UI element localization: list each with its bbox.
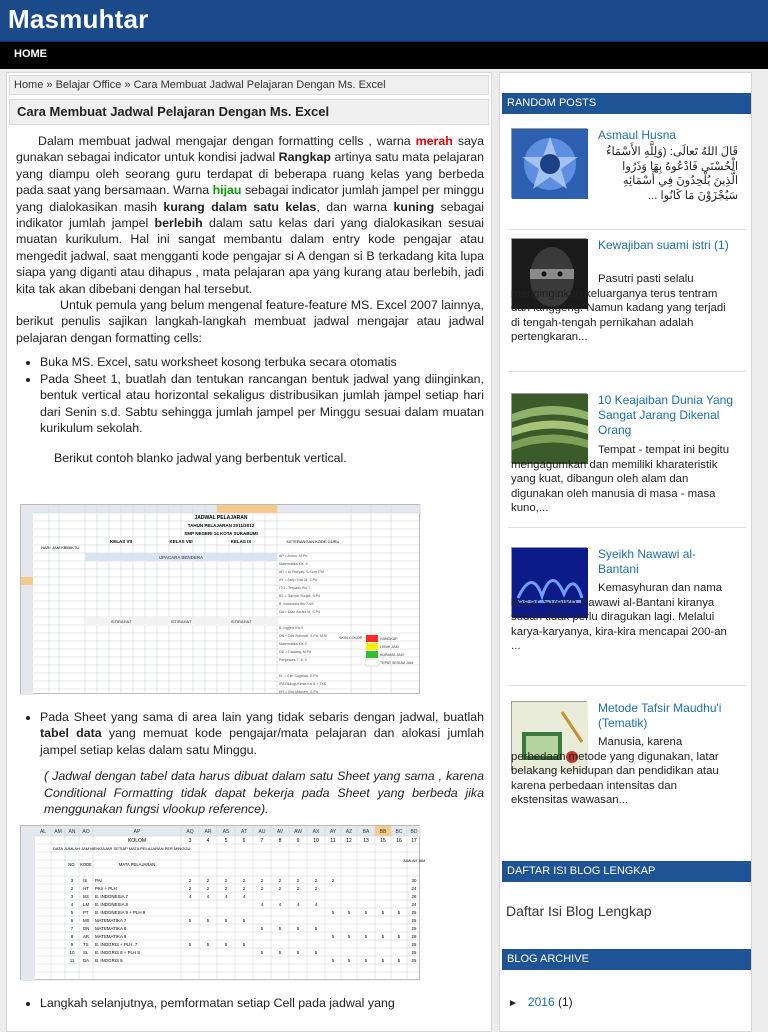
svg-text:24: 24 [411,886,417,891]
svg-text:2: 2 [260,886,264,891]
svg-text:PKn + PLH: PKn + PLH [95,886,117,891]
svg-text:B. INDONESIA 8: B. INDONESIA 8 [95,902,128,907]
svg-text:5: 5 [331,910,335,915]
svg-text:3: 3 [70,878,74,883]
data-table-graphic [21,826,426,981]
svg-text:5: 5 [278,950,282,955]
svg-text:2: 2 [224,878,228,883]
breadcrumb-category[interactable]: Belajar Office [55,79,122,91]
svg-text:11: 11 [69,958,75,963]
blog-archive-heading: BLOG ARCHIVE [502,949,751,970]
site-header [0,0,768,42]
expand-arrow-icon[interactable]: ► [508,998,518,1009]
text-run: , dan warna [316,199,394,214]
svg-text:4: 4 [314,902,318,907]
svg-text:2: 2 [260,878,264,883]
paragraph-note: ( Jadwal dengan tabel data harus dibuat dalam satu Sheet yang sama , karena Conditional Formatting tidak dapat bekerja pada Sheet yang berbeda jika menggunakan fungsi vlookup reference). [44,769,484,817]
svg-text:2: 2 [296,886,300,891]
sheet2-rows [70,878,146,963]
svg-text:16: 16 [396,838,402,844]
archive-year-row [508,995,573,1009]
svg-text:4: 4 [188,894,192,899]
svg-text:2: 2 [70,886,74,891]
col-header: AY [329,829,337,835]
svg-text:5: 5 [188,918,192,923]
random-post-snippet: Kemasyhuran dan nama besar Syeikh Nawawi al-Bantani kiranya sudah tidak perlu diragukan lagi. Melalui karya-karyanya, kira-kira mencapai 200-an ... [511,582,727,652]
svg-text:10: 10 [313,838,319,844]
random-post-item[interactable] [511,238,748,363]
sheet2-kolom: KOLOM [127,838,147,844]
daftar-isi-link[interactable]: Daftar Isi Blog Lengkap [506,903,652,919]
svg-text:4: 4 [206,894,210,899]
svg-text:DA: DA [83,958,90,963]
svg-text:5: 5 [381,934,385,939]
svg-text:B. INGGRIS 8 + PLH 8: B. INGGRIS 8 + PLH 8 [95,950,140,955]
bullet-list [40,709,484,758]
svg-text:B. Indonesia Kls 7-4A: B. Indonesia Kls 7-4A [279,602,314,606]
sheet-subtitle: TAHUN PELAJARAN 2011/2012 [187,523,255,528]
sheet-istirahat: ISTIRAHAT [170,619,192,624]
svg-text:5: 5 [224,918,228,923]
random-post-snippet: Manusia, karena perbedaan metode yang digunakan, latar belakang kehidupan dan pendidikan atau karena perbedaan intensitas dan ekstensitas wawasan... [511,736,719,806]
post-body [16,133,484,467]
breadcrumb-home[interactable]: Home [14,79,44,91]
daftar-isi-heading: DAFTAR ISI BLOG LENGKAP [502,861,751,882]
col-header: AW [294,829,302,835]
schedule-sheet-image [20,504,420,694]
random-post-item[interactable] [511,701,748,831]
svg-text:5: 5 [70,910,74,915]
svg-text:DD = Dadang, M.Pd: DD = Dadang, M.Pd [279,650,312,654]
sheet-waktu: WAKTU [65,545,80,550]
sheet2-no: NO. [68,862,76,867]
svg-text:B. INDONESIA 9 + PLH 9: B. INDONESIA 9 + PLH 9 [95,910,146,915]
svg-text:BS: BS [83,894,89,899]
svg-text:10: 10 [69,950,75,955]
breadcrumb [9,75,489,95]
text-run: artinya satu mata pelajaran yang diampu oleh seorang guru terdapat di beberapa ruang kelas yang berbeda pada saat yang bersamaan. Warna [16,150,484,198]
sheet-istirahat: ISTIRAHAT [230,619,252,624]
list-item [40,709,484,758]
svg-text:MATEMATIKA 8: MATEMATIKA 8 [95,926,127,931]
svg-text:25: 25 [411,926,417,931]
breadcrumb-separator: » [124,79,131,91]
post-title: Cara Membuat Jadwal Pelajaran Dengan Ms. Excel [17,104,330,119]
sheet-hari: HARI [41,545,51,550]
text-bold: kurang dalam satu kelas [163,199,317,214]
svg-text:2: 2 [206,878,210,883]
text-run: saya gunakan sebagai indicator untuk kondisi jadwal [16,134,484,165]
random-post-item[interactable] [511,128,748,228]
svg-text:6: 6 [242,838,246,844]
sheet-istirahat: ISTIRAHAT [110,619,132,624]
svg-text:B. INDONESIA 7: B. INDONESIA 7 [95,894,128,899]
text-run: sebagai indikator jumlah jampel [16,199,484,231]
text-run: sebagai indicator jumlah jampel per minggu yang dialokasikan masih [16,183,484,214]
sheet-upacara: UPACARA BENDERA [158,555,204,560]
svg-text:17: 17 [411,838,417,844]
svg-text:25: 25 [411,958,417,963]
sheet-kelas-ix: KELAS IX [230,539,252,544]
svg-text:4: 4 [242,894,246,899]
svg-text:5: 5 [381,910,385,915]
svg-text:AR: AR [83,934,90,939]
svg-text:2: 2 [224,886,228,891]
svg-text:B. INGGRIS 9: B. INGGRIS 9 [95,958,123,963]
svg-text:8: 8 [278,838,282,844]
col-header: AT [240,829,248,835]
data-table-sheet-image [20,825,426,980]
svg-text:Penjaskes 7, 8, 9: Penjaskes 7, 8, 9 [279,658,307,662]
sidebar [499,72,752,1032]
nav-bar [0,42,768,69]
svg-text:4: 4 [224,894,228,899]
col-header: AQ [186,829,194,835]
svg-text:2: 2 [242,886,246,891]
svg-text:15: 15 [380,838,386,844]
svg-text:9: 9 [70,942,74,947]
legend-red-swatch [366,635,378,642]
text-green: hijau [212,183,242,198]
text-bold: berlebih [154,216,203,231]
svg-text:AP = Anton, M.Pd: AP = Anton, M.Pd [279,554,308,558]
svg-text:11: 11 [330,838,336,844]
bullet-list [40,354,484,436]
archive-year-link[interactable]: 2016 [527,995,555,1009]
post-body-end [16,995,484,1011]
svg-text:5: 5 [242,942,246,947]
col-header: BC [395,829,403,835]
random-post-title[interactable]: 10 Keajaiban Dunia Yang Sangat Jarang Dikenal Orang [598,393,733,437]
svg-text:EL = Elin Sugarda, S.Pd: EL = Elin Sugarda, S.Pd [279,674,318,678]
svg-text:5: 5 [296,950,300,955]
legend-yellow-swatch [366,643,378,650]
svg-text:5: 5 [364,910,368,915]
nav-home-link[interactable]: HOME [14,48,47,60]
svg-text:5: 5 [224,838,228,844]
svg-text:5: 5 [347,910,351,915]
text-run: Dalam membuat jadwal mengajar dengan formatting cells , warna [38,134,416,148]
svg-text:B. Inggris Kls 9: B. Inggris Kls 9 [279,626,304,630]
text-bold: Rangkap [278,150,331,165]
svg-text:2: 2 [314,886,318,891]
svg-text:MS: MS [83,918,90,923]
random-post-title[interactable]: Kewajiban suami istri (1) [598,238,729,252]
svg-text:12: 12 [346,838,352,844]
svg-text:MATEMATIKA 9: MATEMATIKA 9 [95,934,127,939]
svg-text:5: 5 [260,926,264,931]
svg-text:2: 2 [188,886,192,891]
svg-text:2: 2 [296,878,300,883]
svg-text:28: 28 [411,934,417,939]
svg-text:5: 5 [224,942,228,947]
col-header: AS [222,829,230,835]
col-header: AO [82,829,90,835]
paragraph-second: Untuk pemula yang belum mengenal feature-feature MS. Excel 2007 lainnya, berikut penulis sajikan langkah-langkah membuat jadwal mengajar atau jadwal pelajaran dengan formatting cells: [16,298,484,345]
random-post-item[interactable] [511,547,748,672]
random-post-item[interactable] [511,393,748,523]
list-item: • Pada Sheet 1, buatlah dan tentukan rancangan bentuk jadwal yang diinginkan, bentuk vertical atau horizontal sekaligus distribusikan jumlah jampel setiap hari dari Senin s.d. Sabtu sehingga jumlah jampel per Minggu sesuai dalam muatan kurikulum sekolah. [40,371,484,437]
post-title-bar [9,99,489,125]
sheet-jam: JAM KE [52,545,67,550]
sheet-kelas-viii: KELAS VIII [169,539,193,544]
svg-text:3: 3 [70,894,74,899]
svg-text:7: 7 [260,838,264,844]
svg-text:SL: SL [83,950,89,955]
random-post-snippet: قَالَ اللهُ تَعالَى: (وَلِلَّهِ الأَسْمَاءُ الْحُسْنَى فَادْعُوهُ بِهَا وَذَرُوا الَّذِينَ يُلْحِدُونَ فِي أَسْمَائِهِ سَيُجْزَوْنَ مَا كَانُوا ... [606,146,738,202]
page-scroll-gutter [757,72,768,1024]
random-post-title[interactable]: Metode Tafsir Maudhu'i (Tematik) [598,701,722,730]
svg-text:5: 5 [397,910,401,915]
list-item: • Langkah selanjutnya, pemformatan setiap Cell pada jadwal yang [40,995,484,1011]
svg-text:8: 8 [70,934,74,939]
legend-white-swatch [366,659,378,666]
col-header: AN [68,829,76,835]
svg-text:5: 5 [314,950,318,955]
svg-text:5: 5 [296,926,300,931]
archive-count: (1) [557,995,573,1009]
svg-text:5: 5 [397,934,401,939]
text-red: merah [415,134,453,148]
legend-rangkap: RANGKAP [380,637,398,641]
svg-text:ER = Elin Maovert, S.Pd: ER = Elin Maovert, S.Pd [279,690,318,694]
svg-text:DN: DN [83,926,90,931]
sheet-keterangan: KETERANGAN KODE GURU [286,539,340,544]
svg-text:5: 5 [278,926,282,931]
legend-green-swatch [366,651,378,658]
svg-text:4: 4 [260,902,264,907]
svg-text:4: 4 [206,838,210,844]
svg-text:5: 5 [364,958,368,963]
svg-text:MATEMATIKA 7: MATEMATIKA 7 [95,918,127,923]
svg-text:5: 5 [314,926,318,931]
sheet-kelas-vii: KELAS VII [109,539,133,544]
main-content [6,72,492,1032]
svg-text:HT: HT [83,886,89,891]
calligraphy-image-icon [512,129,588,199]
col-header: AP [133,829,141,835]
svg-text:4: 4 [296,902,300,907]
svg-text:24: 24 [411,902,417,907]
svg-text:Matematika Kls. 9: Matematika Kls. 9 [279,562,308,566]
sheet-school: SMP NEGERI 14 KOTA SUKABUMI [184,531,258,536]
text-run: Pada Sheet yang sama di area lain yang tidak sebaris dengan jadwal, buatlah [40,710,484,724]
col-header: AR [204,829,212,835]
svg-text:BS = Sachar Surjati, S.Pd: BS = Sachar Surjati, S.Pd [279,594,321,598]
col-header: AX [312,829,320,835]
breadcrumb-separator: » [46,79,53,91]
svg-text:30: 30 [411,878,417,883]
random-posts-heading: RANDOM POSTS [502,93,751,114]
svg-text:LM: LM [83,902,90,907]
random-post-snippet: Tempat - tempat ini begitu mengagumkan dan memiliki kharateristik yang kuat, dibangun oleh alam dan digunakan oleh manusia di masa - masa kuno,... [511,444,730,514]
text-bold: tabel data [40,726,102,741]
svg-text:5: 5 [206,942,210,947]
svg-text:2: 2 [278,886,282,891]
sheet2-caption: DATA JUMLAH JAM MENGAJAR SETIAP MATA PELAJARAN PER MINGGU [53,846,191,851]
sheet2-mapel: MATA PELAJARAN [118,862,156,867]
svg-text:2: 2 [188,878,192,883]
svg-text:AR = Ai Rasyati, S.Kom,ITM: AR = Ai Rasyati, S.Kom,ITM [279,570,325,574]
svg-text:5: 5 [242,918,246,923]
svg-text:DN = Dini Rahmat, S.Pd, M.Si: DN = Dini Rahmat, S.Pd, M.Si [279,634,328,638]
sheet-skin-color: SKIN COLOR [339,636,363,640]
svg-text:4: 4 [278,902,282,907]
svg-text:25: 25 [411,910,417,915]
svg-text:Matematika Kls 8: Matematika Kls 8 [279,642,307,646]
col-header: BD [410,829,418,835]
text-bold: kuning [393,199,435,214]
svg-text:5: 5 [260,950,264,955]
svg-text:TS: TS [83,942,89,947]
legend-kurang: KURANG JAM [380,653,404,657]
list-item: • Buka MS. Excel, satu worksheet kosong terbuka secara otomatis [40,354,484,370]
svg-text:PAI: PAI [95,878,102,883]
svg-text:ITG - Terpadu Kls 7: ITG - Terpadu Kls 7 [279,586,311,590]
col-header: AL [39,829,47,835]
svg-text:2: 2 [314,878,318,883]
svg-text:PT: PT [83,910,89,915]
svg-text:AY = Asep Yusi M, S.Pd: AY = Asep Yusi M, S.Pd [279,578,318,582]
sheet2-kode: KODE [80,862,92,867]
legend-tepat: TEPAT SESUAI JAM [380,661,414,665]
col-header: BA [362,829,370,835]
svg-text:B. INGGRIS + PLH. 7: B. INGGRIS + PLH. 7 [95,942,138,947]
svg-text:5: 5 [206,918,210,923]
random-post-snippet: Pasutri pasti selalu menginginkan keluarganya terus tentram dan langgeng. Namun kadang yang terjadi di tengah-tengah pernikahan adalah pertengkaran... [511,273,726,343]
svg-text:5: 5 [364,934,368,939]
legend-lebih: LEBIH JAM [380,645,399,649]
svg-text:25: 25 [411,918,417,923]
breadcrumb-current: Cara Membuat Jadwal Pelajaran Dengan Ms. Excel [133,79,386,91]
svg-text:3: 3 [188,838,192,844]
svg-text:2: 2 [242,878,246,883]
bullet-list [40,995,484,1011]
col-header: AM [54,829,62,835]
svg-text:2: 2 [331,878,335,883]
svg-text:5: 5 [347,958,351,963]
svg-text:5: 5 [381,958,385,963]
col-header: BB [379,829,387,835]
text-run: yang memuat kode pengajar/mata pelajaran dan alokasi jumlah jampel setiap kelas dalam satu Minggu. [40,726,484,757]
col-header: AZ [345,829,353,835]
svg-text:28: 28 [411,894,417,899]
random-post-title[interactable]: Asmaul Husna [598,128,677,142]
svg-text:5: 5 [397,958,401,963]
svg-text:5: 5 [331,958,335,963]
svg-text:7: 7 [70,926,74,931]
svg-text:4: 4 [70,902,74,907]
svg-text:25: 25 [411,942,417,947]
sheet2-totals [412,878,417,963]
svg-text:25: 25 [411,950,417,955]
svg-text:2: 2 [278,878,282,883]
col-header: AU [258,829,266,835]
svg-text:2: 2 [206,886,210,891]
sheet2-jumlah: JUMLAH JAM [402,859,426,863]
text-run: dalam satu kelas dari yang dialokasikan sesuai muatan kurikulum. Hal ini sangat membantu dalam entry kode pengajar atau mengedit jadwal, saat mengganti kode pengajar si A dengan si B terkadang kita lupa siapa yang diganti atau dihapus , mata pelajaran apa yang kurang atau berlebih, jadi kita tak akan dibebani dengan hal tersebut. [16,216,484,296]
svg-text:IS: IS [83,878,88,883]
svg-text:5: 5 [331,934,335,939]
svg-text:IPA Biologi-Kimia Kls 8 + 7X8: IPA Biologi-Kimia Kls 8 + 7X8 [279,682,326,686]
random-post-title[interactable]: Syeikh Nawawi al-Bantani [598,547,697,576]
sheet-title: JADWAL PELAJARAN [194,515,248,521]
svg-text:13: 13 [363,838,369,844]
schedule-sheet-graphic [21,505,421,695]
paragraph-intro [16,133,484,297]
svg-text:5: 5 [347,934,351,939]
paragraph-caption: Berikut contoh blanko jadwal yang berbentuk vertical. [54,451,347,466]
svg-text:DA = Dian Asrani M, S.Pd: DA = Dian Asrani M, S.Pd [279,610,321,614]
post-body-cont [16,709,484,817]
svg-text:9: 9 [296,838,300,844]
col-header: AV [276,829,284,835]
asmaul-husna-thumbnail[interactable] [511,128,587,198]
svg-text:6: 6 [70,918,74,923]
site-title[interactable]: Masmuhtar [8,4,149,34]
svg-text:5: 5 [188,942,192,947]
